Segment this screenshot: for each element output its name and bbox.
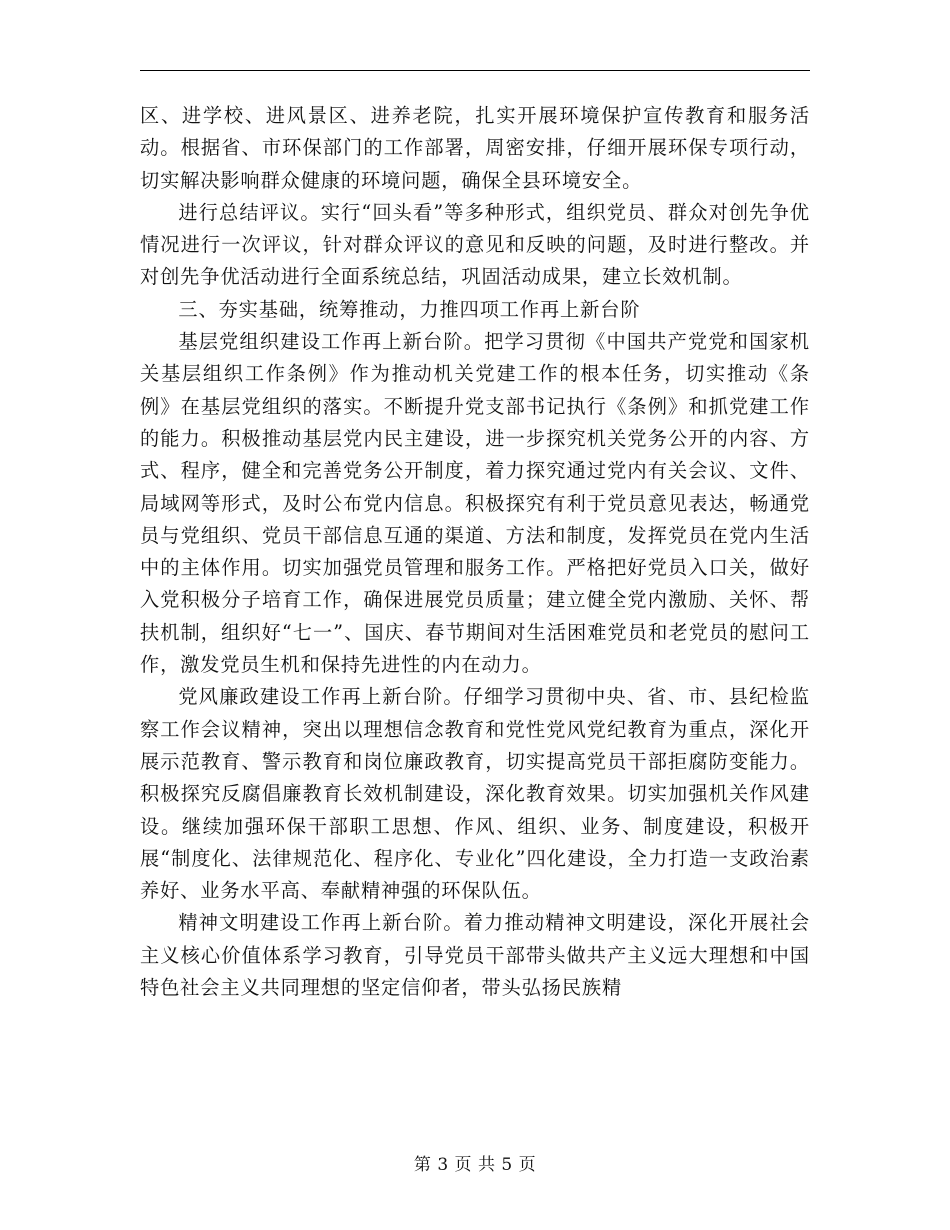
paragraph-summary-review: 进行总结评议。实行“回头看”等多种形式，组织党员、群众对创先争优情况进行一次评议，针对群众评议的意见和反映的问题，及时进行整改。并对创先争优活动进行全面系统总结，巩固活动成果，建立长效机制。 [140,200,810,289]
document-body [140,100,810,1004]
paragraph-spiritual-civilization: 精神文明建设工作再上新台阶。着力推动精神文明建设，深化开展社会主义核心价值体系学习教育，引导党员干部带头做共产主义远大理想和中国特色社会主义共同理想的坚定信仰者，带头弘扬民族精 [140,911,810,1000]
paragraph-env-activities: 区、进学校、进风景区、进养老院，扎实开展环境保护宣传教育和服务活动。根据省、市环保部门的工作部署，周密安排，仔细开展环保专项行动，切实解决影响群众健康的环境问题，确保全县环境安全。 [140,104,810,192]
page-number-footer: 第 3 页 共 5 页 [413,1155,537,1175]
paragraph-party-organization: 基层党组织建设工作再上新台阶。把学习贯彻《中国共产党党和国家机关基层组织工作条例》作为推动机关党建工作的根本任务，切实推动《条例》在基层党组织的落实。不断提升党支部书记执行《条例》和抓党建工作的能力。积极推动基层党内民主建设，进一步探究机关党务公开的内容、方式、程序，健全和完善党务公开制度，着力探究通过党内有关会议、文件、局域网等形式，及时公布党内信息。积极探究有利于党员意见表达，畅通党员与党组织、党员干部信息互通的渠道、方法和制度，发挥党员在党内生活中的主体作用。切实加强党员管理和服务工作。严格把好党员入口关，做好入党积极分子培育工作，确保进展党员质量；建立健全党内激励、关怀、帮扶机制，组织好“七一”、国庆、春节期间对生活困难党员和老党员的慰问工作，激发党员生机和保持先进性的内在动力。 [140,330,810,677]
section-heading-three: 三、夯实基础，统筹推动，力推四项工作再上新台阶 [178,297,641,321]
paragraph-integrity-building: 党风廉政建设工作再上新台阶。仔细学习贯彻中央、省、市、县纪检监察工作会议精神，突出以理想信念教育和党性党风党纪教育为重点，深化开展示范教育、警示教育和岗位廉政教育，切实提高党员干部拒腐防变能力。积极探究反腐倡廉教育长效机制建设，深化教育效果。切实加强机关作风建设。继续加强环保干部职工思想、作风、组织、业务、制度建设，积极开展“制度化、法律规范化、程序化、专业化”四化建设，全力打造一支政治素养好、业务水平高、奉献精神强的环保队伍。 [140,685,810,903]
header-rule [140,70,810,71]
